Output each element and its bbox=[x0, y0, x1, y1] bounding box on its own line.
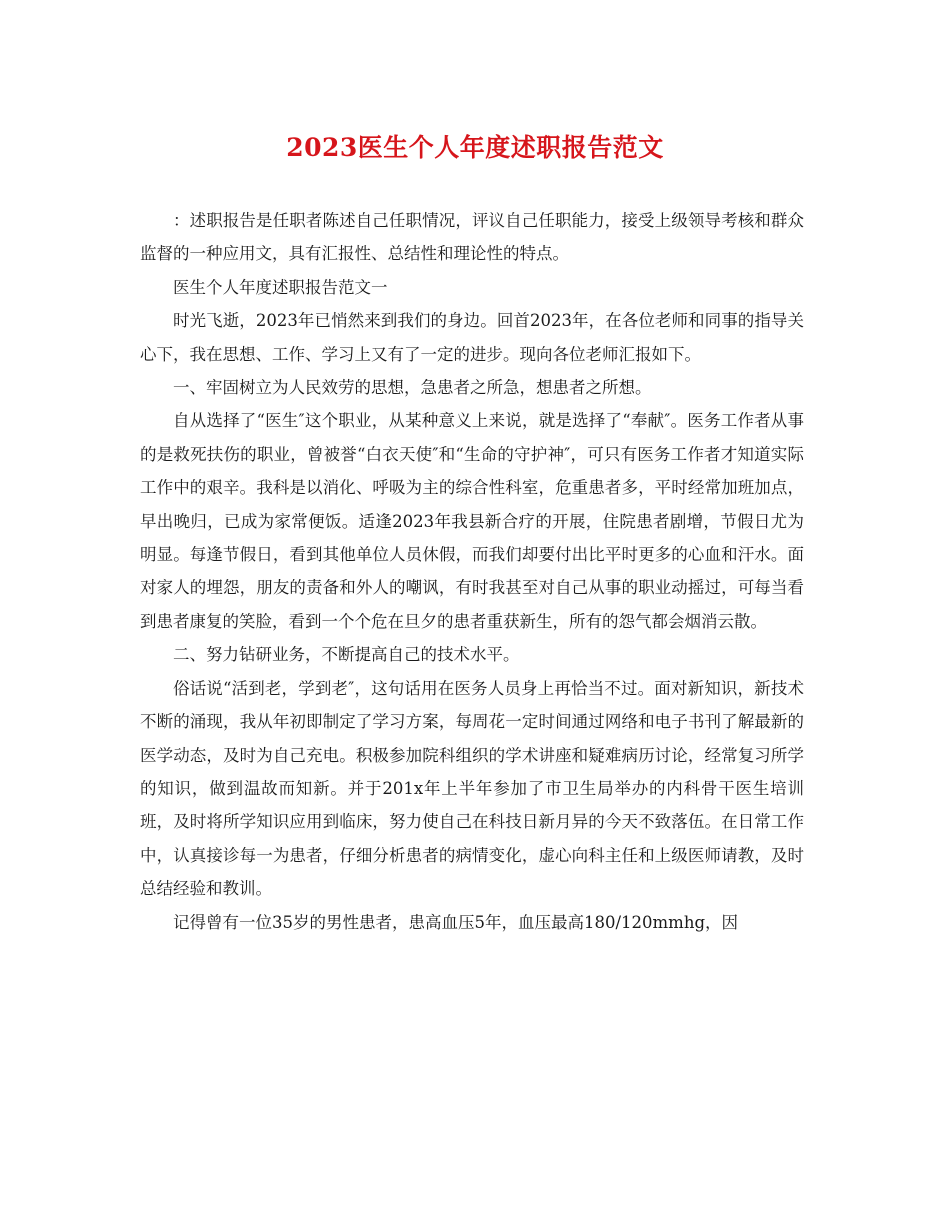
paragraph: 自从选择了“医生″这个职业，从某种意义上来说，就是选择了“奉献″。医务工作者从事的是救死扶伤的职业，曾被誉“白衣天使″和“生命的守护神″，可只有医务工作者才知道实际工作中的艰辛。我科是以消化、呼吸为主的综合性科室，危重患者多，平时经常加班加点，早出晚归，已成为家常便饭。适逢2023年我县新合疗的开展，住院患者剧增，节假日尤为明显。每逢节假日，看到其他单位人员休假，而我们却要付出比平时更多的心血和汗水。面对家人的埋怨，朋友的责备和外人的嘲讽，有时我甚至对自己从事的职业动摇过，可每当看到患者康复的笑脸，看到一个个危在旦夕的患者重获新生，所有的怨气都会烟消云散。 bbox=[140, 411, 804, 631]
paragraph: 时光飞逝，2023年已悄然来到我们的身边。回首2023年，在各位老师和同事的指导关心下，我在思想、工作、学习上又有了一定的进步。现向各位老师汇报如下。 bbox=[140, 311, 804, 364]
document-title: 2023医生个人年度述职报告范文 bbox=[286, 133, 664, 162]
paragraph: 俗话说“活到老，学到老″，这句话用在医务人员身上再恰当不过。面对新知识，新技术不断的涌现，我从年初即制定了学习方案，每周花一定时间通过网络和电子书刊了解最新的医学动态，及时为自己充电。积极参加院科组织的学术讲座和疑难病历讨论，经常复习所学的知识，做到温故而知新。并于201x年上半年参加了市卫生局举办的内科骨干医生培训班，及时将所学知识应用到临床，努力使自己在科技日新月异的今天不致落伍。在日常工作中，认真接诊每一为患者，仔细分析患者的病情变化，虚心向科主任和上级医师请教，及时总结经验和教训。 bbox=[140, 678, 804, 899]
document-body bbox=[140, 204, 804, 939]
paragraph: 记得曾有一位35岁的男性患者，患高血压5年，血压最高180/120mmhg，因 bbox=[173, 912, 739, 932]
section-heading: 医生个人年度述职报告范文一 bbox=[173, 277, 388, 297]
section-heading: 二、努力钻研业务，不断提高自己的技术水平。 bbox=[173, 645, 520, 665]
section-heading: 一、牢固树立为人民效劳的思想，急患者之所急，想患者之所想。 bbox=[173, 378, 652, 398]
intro-paragraph: ：述职报告是任职者陈述自己任职情况，评议自己任职能力，接受上级领导考核和群众监督的一种应用文，具有汇报性、总结性和理论性的特点。 bbox=[140, 211, 804, 264]
